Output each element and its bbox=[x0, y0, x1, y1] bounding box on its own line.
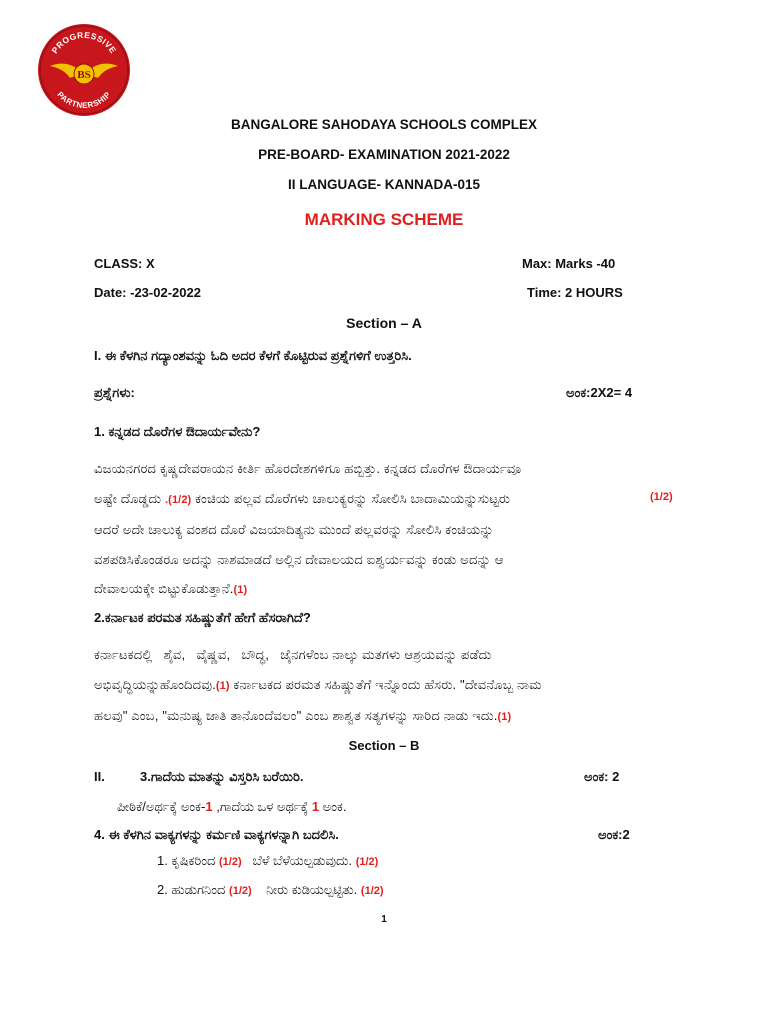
answer-2-line-1: ಕರ್ನಾಟಕದಲ್ಲಿ ಶೈವ, ವೈಷ್ಣವ, ಬೌದ್ಧ, ಜೈನಗಳೆಂಬ ನಾಲ್ಕು ಮತಗಳು ಆಶ್ರಯವನ್ನು ಪಡೆದು bbox=[94, 647, 492, 662]
mark-one: 1 bbox=[311, 799, 320, 814]
class-label: CLASS: X bbox=[94, 256, 155, 271]
section-b-heading: Section – B bbox=[348, 738, 420, 753]
mark-half: (1/2) bbox=[650, 491, 673, 503]
section-a-instruction: I. ಈ ಕೆಳಗಿನ ಗದ್ಯಾಂಶವನ್ನು ಓದಿ ಅದರ ಕೆಳಗೆ ಕೊಟ್ಟಿರುವ ಪ್ರಶ್ನೆಗಳಿಗೆ ಉತ್ತರಿಸಿ. bbox=[94, 348, 412, 363]
document-title: MARKING SCHEME bbox=[304, 210, 464, 229]
mark-half: (1/2) bbox=[360, 885, 384, 897]
logo-top-text: PROGRESSIVE bbox=[49, 29, 119, 56]
mark-half: (1/2) bbox=[355, 856, 379, 868]
question-4: 4. ಈ ಕೆಳಗಿನ ವಾಕ್ಯಗಳನ್ನು ಕರ್ಮಣಿ ವಾಕ್ಯಗಳನ್ನಾಗಿ ಬದಲಿಸಿ. bbox=[94, 827, 339, 842]
answer-1-line-5: ದೇವಾಲಯಕ್ಕೇ ಬಿಟ್ಟುಕೊಡುತ್ತಾನೆ.(1) bbox=[94, 581, 248, 596]
logo-monogram: BS bbox=[77, 69, 91, 81]
answer-1-line-1: ವಿಜಯನಗರದ ಕೃಷ್ಣದೇವರಾಯನ ಕೀರ್ತಿ ಹೊರದೇಶಗಳಿಗೂ ಹಬ್ಬಿತ್ತು. ಕನ್ನಡದ ದೊರೆಗಳ ಔದಾರ್ಯವೂ bbox=[94, 461, 522, 476]
questions-label: ಪ್ರಶ್ನೆಗಳು: bbox=[94, 385, 135, 400]
page-number: 1 bbox=[381, 914, 387, 925]
question-4-marks: ಅಂಕ:2 bbox=[598, 827, 630, 842]
logo-emblem-icon bbox=[36, 22, 132, 118]
subject-name: II LANGUAGE- KANNADA-015 bbox=[287, 177, 480, 192]
answer-1-line-4: ವಶಪಡಿಸಿಕೊಂಡರೂ ಅದನ್ನು ನಾಶಮಾಡದೆ ಅಲ್ಲಿನ ದೇವಾಲಯದ ಐಶ್ವರ್ಯವನ್ನು ಕಂಡು ಅದನ್ನು ಆ bbox=[94, 551, 504, 567]
list-item: 2. ಹುಡುಗನಿಂದ (1/2) ನೀರು ಕುಡಿಯಲ್ಪಟ್ಟಿತು. (1/2) bbox=[157, 882, 384, 897]
mark-one: (1) bbox=[497, 711, 512, 723]
mark-half: (1/2) bbox=[218, 856, 242, 868]
school-logo bbox=[36, 22, 132, 118]
list-item: 1. ಕೃಷಿಕರಿಂದ (1/2) ಬೆಳೆ ಬೆಳೆಯಲ್ಪಡುವುದು. (1/2) bbox=[157, 853, 379, 868]
mark-one: (1) bbox=[233, 584, 248, 596]
answer-1-line-2: ಅಷ್ಟೇ ದೊಡ್ಡದು .(1/2) ಕಂಚಿಯ ಪಲ್ಲವ ದೊರೆಗಳು ಚಾಲುಕ್ಯರನ್ನು ಸೋಲಿಸಿ ಬಾದಾಮಿಯನ್ನುಸುಟ್ಟರು bbox=[94, 490, 511, 506]
exam-time: Time: 2 HOURS bbox=[527, 285, 623, 300]
mark-one: 1 bbox=[205, 799, 213, 814]
question-3: 3.ಗಾದೆಯ ಮಾತನ್ನು ವಿಸ್ತರಿಸಿ ಬರೆಯಿರಿ. bbox=[140, 769, 304, 784]
question-2: 2.ಕರ್ನಾಟಕ ಪರಮತ ಸಹಿಷ್ಣುತೆಗೆ ಹೇಗೆ ಹೆಸರಾಗಿದೆ? bbox=[94, 610, 311, 625]
question-3-marks: ಅಂಕ: 2 bbox=[584, 769, 620, 784]
max-marks: Max: Marks -40 bbox=[522, 256, 616, 271]
question-1: 1. ಕನ್ನಡದ ದೊರೆಗಳ ಔದಾರ್ಯವೇನು? bbox=[94, 424, 261, 439]
answer-3: ಪೀಠಿಕೆ/ಅರ್ಥಕ್ಕೆ ಅಂಕ-1 ,ಗಾದೆಯ ಒಳ ಅರ್ಥಕ್ಕೆ 1 ಅಂಕ. bbox=[117, 799, 347, 814]
section-a-marks: ಅಂಕ:2X2= 4 bbox=[566, 385, 633, 400]
mark-half: .(1/2) bbox=[165, 493, 192, 506]
exam-name: PRE-BOARD- EXAMINATION 2021-2022 bbox=[258, 147, 510, 162]
answer-1 bbox=[94, 454, 694, 606]
answer-2 bbox=[94, 640, 694, 733]
section-b-number: II. bbox=[94, 769, 105, 784]
mark-one: (1) bbox=[215, 679, 230, 692]
exam-date: Date: -23-02-2022 bbox=[94, 285, 201, 300]
mark-half: (1/2) bbox=[229, 885, 252, 897]
answer-2-line-3: ಹಲವು" ಎಂಬ, "ಮನುಷ್ಯ ಜಾತಿ ತಾನೊಂದೆವಲಂ" ಎಂಬ ಶಾಶ್ವತ ಸತ್ಯಗಳನ್ನು ಸಾರಿದ ನಾಡು ಇದು.(1) bbox=[94, 708, 512, 723]
answer-1-line-3: ಆದರೆ ಅದೇ ಚಾಲುಕ್ಯ ವಂಶದ ದೊರೆ ವಿಜಯಾದಿತ್ಯನು ಮುಂದೆ ಪಲ್ಲವರನ್ನು ಸೋಲಿಸಿ ಕಂಚಿಯನ್ನು bbox=[94, 522, 494, 537]
section-a-heading: Section – A bbox=[346, 315, 422, 331]
logo-bottom-text: PARTNERSHIP bbox=[55, 90, 113, 111]
org-name: BANGALORE SAHODAYA SCHOOLS COMPLEX bbox=[230, 117, 538, 132]
answer-2-line-2: ಅಭಿವೃದ್ಧಿಯನ್ನುಹೊಂದಿದವು.(1) ಕರ್ನಾಟಕದ ಪರಮತ ಸಹಿಷ್ಣುತೆಗೆ ಇನ್ನೊಂದು ಹೆಸರು. "ದೇವನೊಬ್ಬ ನಾಮ bbox=[94, 676, 542, 692]
